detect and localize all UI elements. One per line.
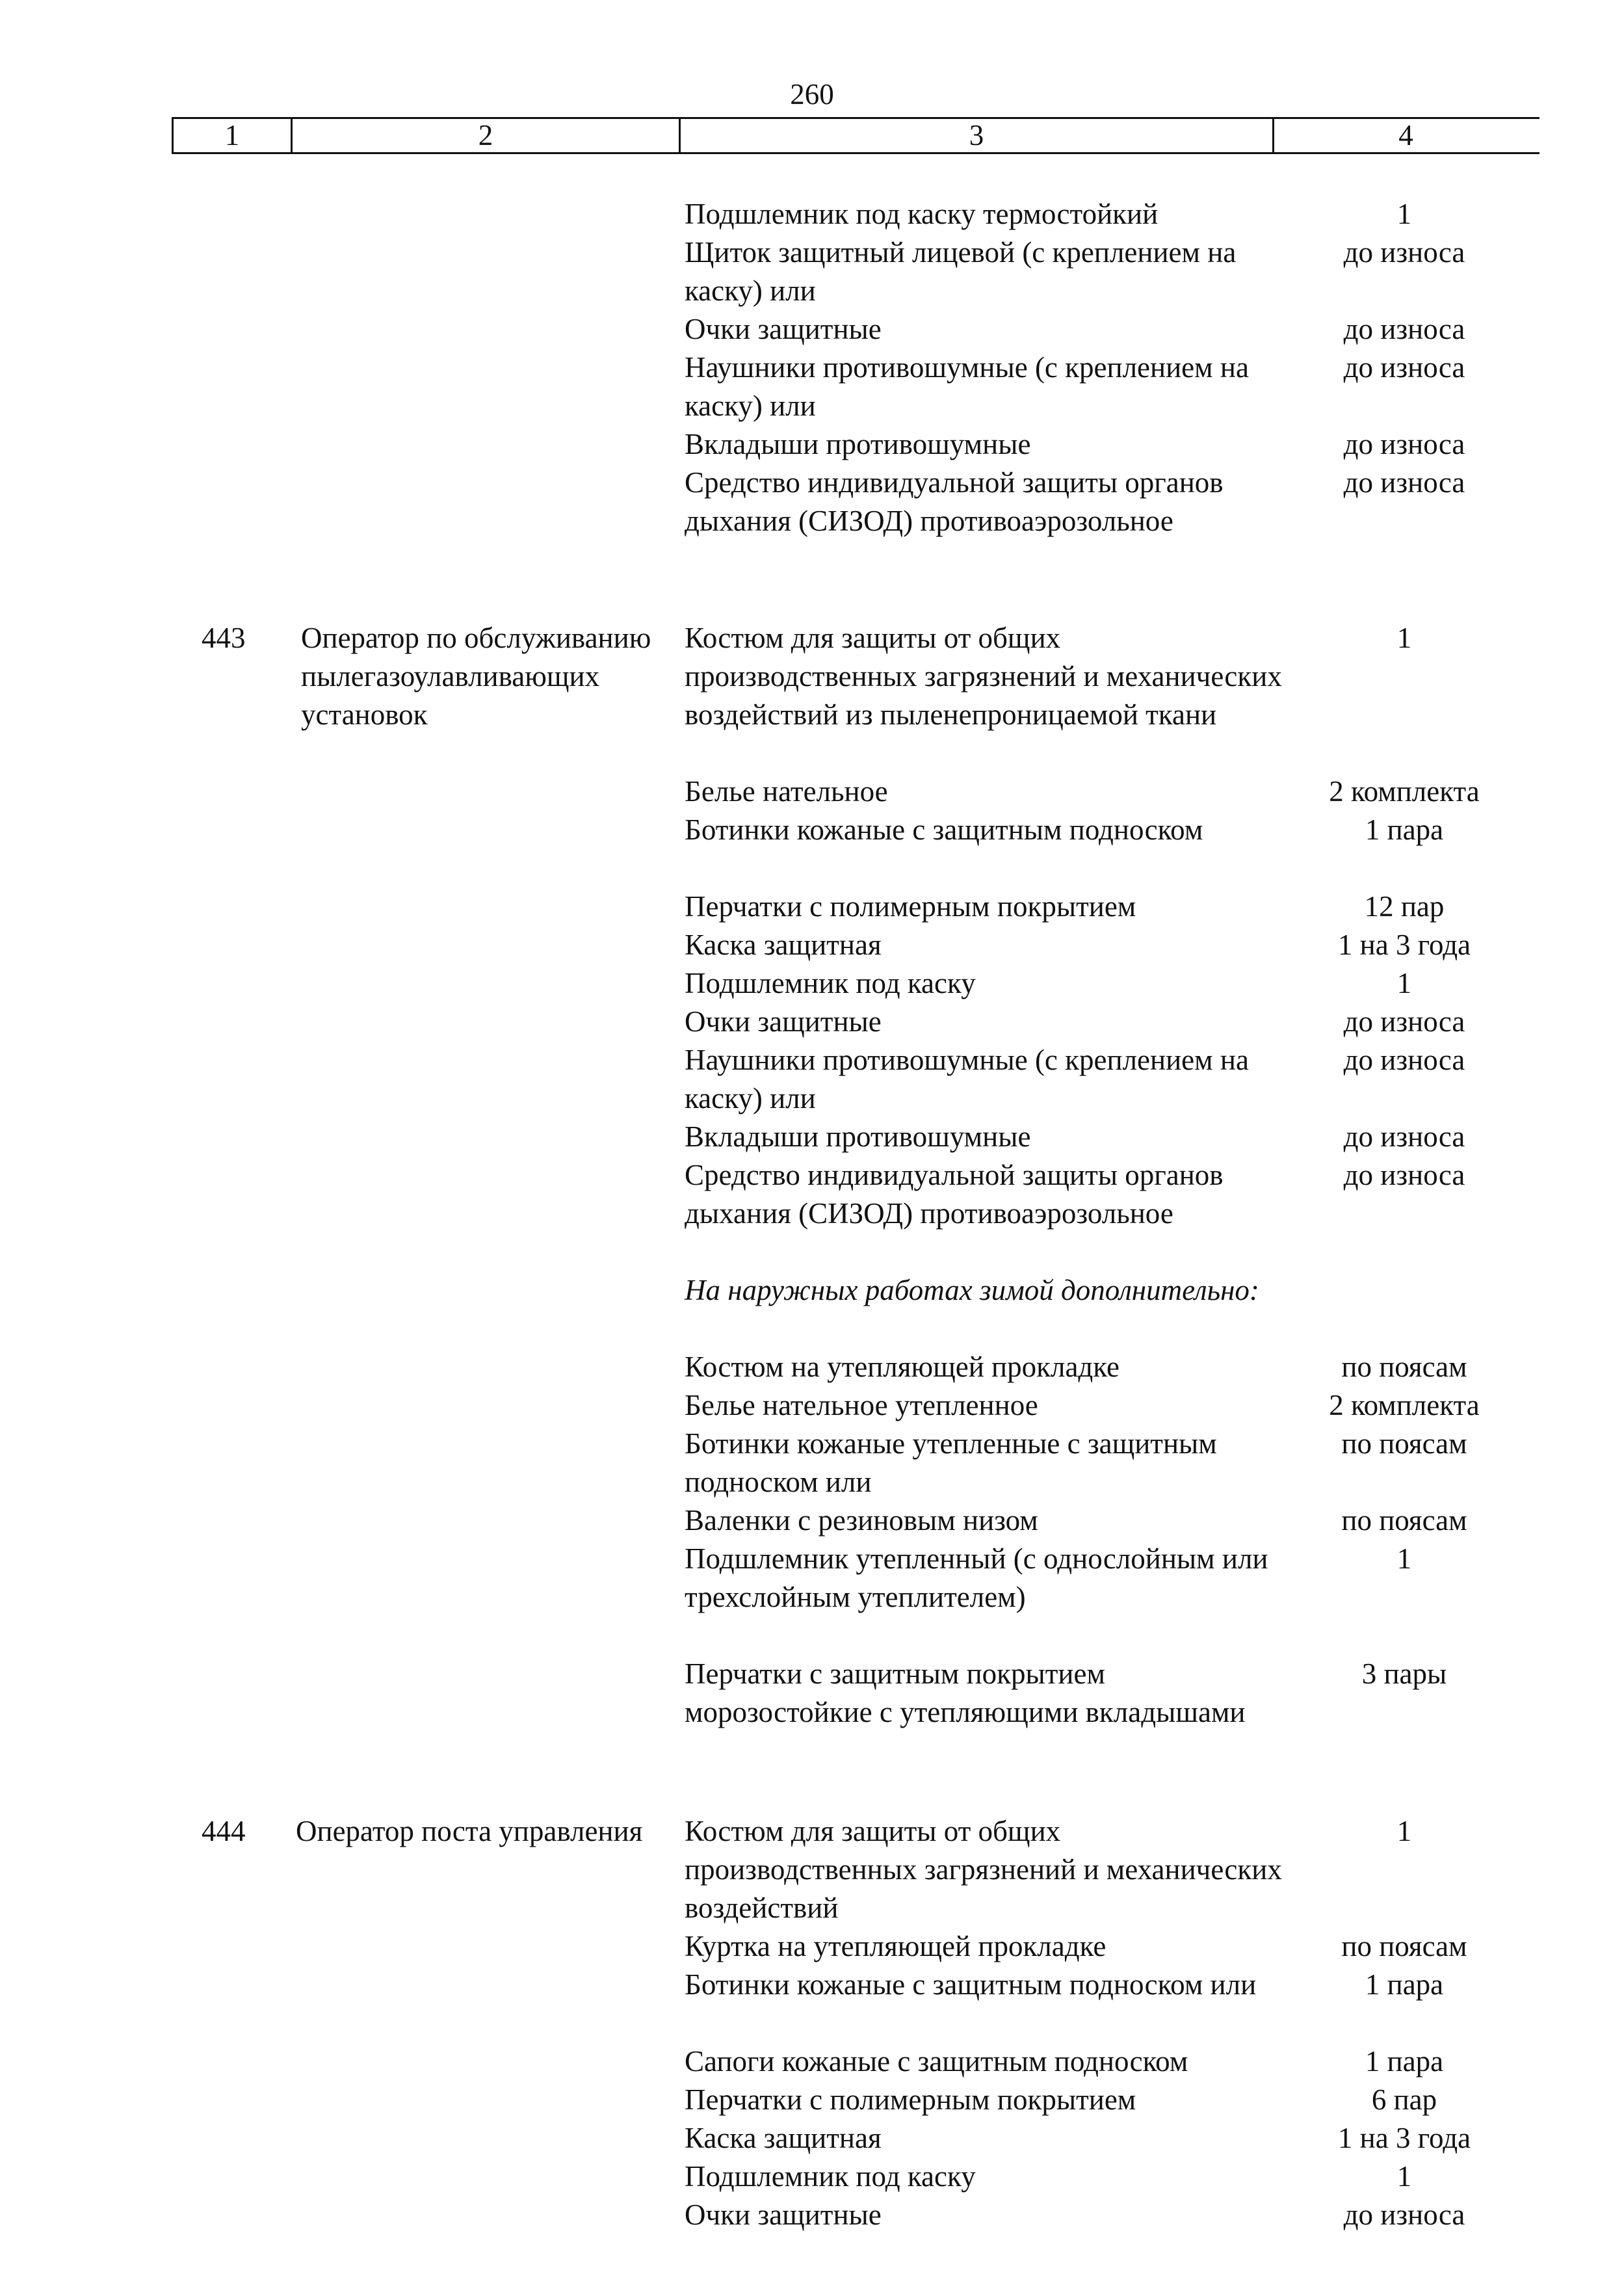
item-qty: 1 <box>1396 2160 1412 2193</box>
page-number: 260 <box>790 78 834 111</box>
header-col-3: 3 <box>969 119 984 152</box>
item-qty: 1 пара <box>1365 2045 1444 2078</box>
item-qty: до износа <box>1343 466 1465 499</box>
item-qty: по поясам <box>1341 1351 1467 1383</box>
item-name: Каска защитная <box>685 929 882 961</box>
item-qty: по поясам <box>1341 1427 1467 1460</box>
item-qty: 2 комплекта <box>1329 1389 1480 1421</box>
item-qty: 1 <box>1396 967 1412 999</box>
item-name: Сапоги кожаные с защитным подноском <box>685 2045 1188 2078</box>
subsection-note: На наружных работах зимой дополнительно: <box>685 1274 1259 1306</box>
header-col-4: 4 <box>1398 119 1413 152</box>
item-name: Щиток защитный лицевой (с креплением на каску) или <box>685 236 1237 307</box>
item-name: Валенки с резиновым низом <box>685 1504 1038 1537</box>
item-qty: до износа <box>1343 1120 1465 1153</box>
item-qty: 2 комплекта <box>1329 775 1480 808</box>
profession-name: Оператор по обслуживанию пылегазоулавливающих установок <box>301 622 651 731</box>
item-name: Костюм для защиты от общих производственных загрязнений и механических воздействий из пыленепроницаемой ткани <box>685 622 1282 731</box>
item-qty: 1 на 3 года <box>1337 2122 1471 2154</box>
item-name: Очки защитные <box>685 1005 882 1038</box>
item-qty: до износа <box>1343 1159 1465 1191</box>
item-qty: до износа <box>1343 428 1465 460</box>
item-name: Наушники противошумные (с креплением на каску) или <box>685 351 1249 422</box>
item-qty: 1 <box>1396 622 1412 654</box>
item-qty: 12 пар <box>1364 890 1445 923</box>
item-name: Вкладыши противошумные <box>685 428 1031 460</box>
item-name: Подшлемник под каску термостойкий <box>685 198 1159 230</box>
item-qty: 1 на 3 года <box>1337 929 1471 961</box>
item-qty: 1 пара <box>1365 813 1444 846</box>
item-name: Ботинки кожаные с защитным подноском или <box>685 1968 1257 2001</box>
item-qty: до износа <box>1343 1005 1465 1038</box>
item-qty: 1 <box>1396 198 1412 230</box>
item-name: Очки защитные <box>685 2198 882 2231</box>
item-name: Перчатки с полимерным покрытием <box>685 890 1136 923</box>
item-name: Белье нательное <box>685 775 888 808</box>
item-name: Подшлемник под каску <box>685 2160 976 2193</box>
item-name: Перчатки с защитным покрытием морозостойкие с утепляющими вкладышами <box>685 1657 1246 1728</box>
item-name: Перчатки с полимерным покрытием <box>685 2083 1136 2116</box>
item-name: Наушники противошумные (с креплением на каску) или <box>685 1044 1249 1115</box>
item-qty: по поясам <box>1341 1504 1467 1537</box>
item-qty: до износа <box>1343 236 1465 269</box>
item-qty: до износа <box>1343 2198 1465 2231</box>
item-name: Подшлемник утепленный (с однослойным или трехслойным утеплителем) <box>685 1542 1268 1613</box>
item-name: Костюм для защиты от общих производственных загрязнений и механических воздействий <box>685 1815 1282 1924</box>
item-name: Ботинки кожаные с защитным подноском <box>685 813 1203 846</box>
row-number: 444 <box>202 1815 246 1847</box>
item-qty: по поясам <box>1341 1930 1467 1962</box>
item-qty: до износа <box>1343 1044 1465 1076</box>
header-col-1: 1 <box>224 119 240 152</box>
item-name: Белье нательное утепленное <box>685 1389 1038 1421</box>
item-name: Ботинки кожаные утепленные с защитным подноском или <box>685 1427 1217 1498</box>
item-qty: 1 <box>1396 1815 1412 1847</box>
header-col-2: 2 <box>478 119 493 152</box>
item-name: Подшлемник под каску <box>685 967 976 999</box>
item-name: Очки защитные <box>685 313 882 345</box>
item-name: Вкладыши противошумные <box>685 1120 1031 1153</box>
item-name: Куртка на утепляющей прокладке <box>685 1930 1107 1962</box>
item-name: Средство индивидуальной защиты органов дыхания (СИЗОД) противоаэрозольное <box>685 466 1224 537</box>
item-qty: 1 пара <box>1365 1968 1444 2001</box>
item-name: Средство индивидуальной защиты органов дыхания (СИЗОД) противоаэрозольное <box>685 1159 1224 1230</box>
item-qty: 6 пар <box>1371 2083 1437 2116</box>
profession-name: Оператор поста управления <box>296 1815 643 1847</box>
row-number: 443 <box>202 622 246 654</box>
item-qty: 3 пары <box>1361 1657 1447 1690</box>
item-qty: до износа <box>1343 313 1465 345</box>
table-header <box>172 117 1539 154</box>
item-name: Каска защитная <box>685 2122 882 2154</box>
item-qty: до износа <box>1343 351 1465 384</box>
item-qty: 1 <box>1396 1542 1412 1575</box>
item-name: Костюм на утепляющей прокладке <box>685 1351 1120 1383</box>
